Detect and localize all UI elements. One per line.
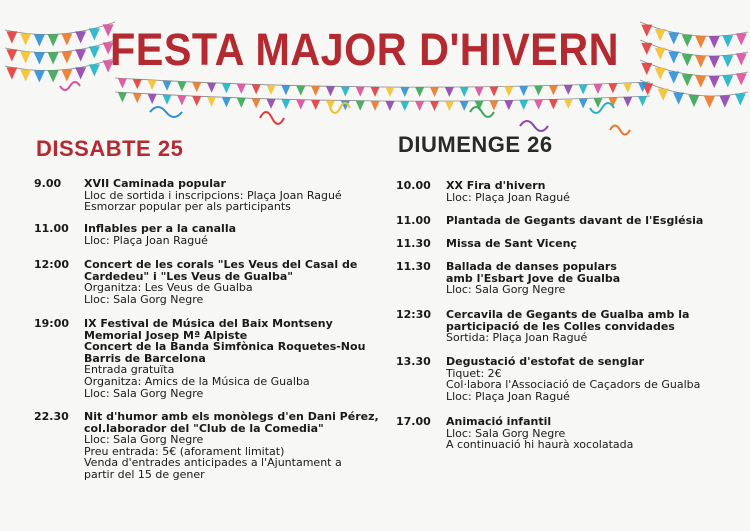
event-title-line: Nit d'humor amb els monòlegs d'en Dani Pérez, bbox=[84, 410, 379, 423]
event-title-line: Memorial Josep Mª Alpiste bbox=[84, 328, 248, 342]
poster-title: FESTA MAJOR D'HIVERN bbox=[110, 24, 619, 75]
event-detail-line: Lloc: Plaça Joan Ragué bbox=[446, 389, 570, 403]
event-title-line: XX Fira d'hivern bbox=[446, 179, 546, 192]
event-time: 9.00 bbox=[34, 177, 62, 190]
event-detail-line: Lloc: Plaça Joan Ragué bbox=[446, 190, 570, 204]
event-body bbox=[84, 223, 236, 246]
event-body bbox=[446, 416, 633, 451]
event-time: 10.00 bbox=[396, 179, 431, 192]
event-title-line: Animació infantil bbox=[446, 415, 552, 428]
event-detail-line: Lloc de sortida i inscripcions: Plaça Joan Ragué bbox=[84, 188, 342, 202]
event-detail-line: Tiquet: 2€ bbox=[446, 366, 502, 380]
event-title-line: Cardedeu" i "Les Veus de Gualba" bbox=[84, 269, 293, 283]
event-title-line: Barris de Barcelona bbox=[84, 351, 206, 365]
event-title-line: Degustació d'estofat de senglar bbox=[446, 355, 645, 368]
event-body bbox=[446, 356, 700, 402]
event-title-line: Concert de la Banda Simfònica Roquetes-Nou bbox=[84, 340, 366, 354]
event-title-line: participació de les Colles convidades bbox=[446, 319, 675, 333]
event-body bbox=[84, 318, 365, 399]
event-time: 12:00 bbox=[34, 258, 70, 271]
event-detail-line: Lloc: Plaça Joan Ragué bbox=[84, 233, 208, 247]
event-title-line: Concert de les corals "Les Veus del Casal de bbox=[84, 258, 358, 271]
event-time: 17.00 bbox=[396, 415, 431, 428]
event-time: 11.30 bbox=[396, 237, 431, 250]
event-body bbox=[446, 238, 577, 250]
event-time: 22.30 bbox=[34, 410, 69, 423]
event-title-line: Ballada de danses populars bbox=[446, 260, 617, 273]
event-time: 11.00 bbox=[396, 214, 431, 227]
event-detail-line: Lloc: Sala Gorg Negre bbox=[446, 426, 566, 440]
event-detail-line: Lloc: Sala Gorg Negre bbox=[446, 283, 566, 297]
event-title-line: IX Festival de Música del Baix Montseny bbox=[84, 317, 333, 330]
event-body bbox=[446, 309, 689, 344]
event-detail-line: Organitza: Amics de la Música de Gualba bbox=[84, 374, 310, 388]
event-detail-line: A continuació hi haurà xocolatada bbox=[446, 438, 634, 452]
event-title-line: Inflables per a la canalla bbox=[84, 222, 237, 235]
event-time: 12:30 bbox=[396, 308, 432, 321]
event-detail-line: partir del 15 de gener bbox=[84, 467, 205, 481]
event-detail-line: Venda d'entrades anticipades a l'Ajuntament a bbox=[84, 456, 342, 470]
event-detail-line: Lloc: Sala Gorg Negre bbox=[84, 433, 204, 447]
event-title-line: XVII Caminada popular bbox=[84, 177, 226, 190]
event-body bbox=[446, 261, 620, 296]
event-time: 11.00 bbox=[34, 222, 69, 235]
event-time: 13.30 bbox=[396, 355, 431, 368]
event-title-line: Missa de Sant Vicenç bbox=[446, 237, 577, 250]
event-title-line: col.laborador del "Club de la Comedia" bbox=[84, 421, 324, 435]
event-body bbox=[84, 178, 342, 213]
event-title-line: Cercavila de Gegants de Gualba amb la bbox=[446, 308, 690, 321]
day-heading-sunday: DIUMENGE 26 bbox=[398, 132, 553, 157]
event-detail-line: Col·labora l'Associació de Caçadors de Gualba bbox=[446, 378, 701, 392]
event-detail-line: Preu entrada: 5€ (aforament limitat) bbox=[84, 444, 285, 458]
event-body bbox=[84, 259, 357, 305]
event-detail-line: Organitza: Les Veus de Gualba bbox=[84, 281, 253, 295]
event-time: 19:00 bbox=[34, 317, 70, 330]
event-detail-line: Entrada gratuïta bbox=[84, 363, 175, 377]
event-body bbox=[446, 180, 570, 203]
event-detail-line: Lloc: Sala Gorg Negre bbox=[84, 386, 204, 400]
event-detail-line: Esmorzar popular per als participants bbox=[84, 200, 291, 214]
event-time: 11.30 bbox=[396, 260, 431, 273]
event-body bbox=[446, 215, 703, 227]
event-detail-line: Lloc: Sala Gorg Negre bbox=[84, 292, 204, 306]
event-title-line: amb l'Esbart Jove de Gualba bbox=[446, 271, 621, 285]
day-heading-saturday: DISSABTE 25 bbox=[36, 136, 184, 161]
event-detail-line: Sortida: Plaça Joan Ragué bbox=[446, 331, 588, 345]
event-title-line: Plantada de Gegants davant de l'Església bbox=[446, 214, 704, 227]
event-body bbox=[84, 411, 379, 481]
